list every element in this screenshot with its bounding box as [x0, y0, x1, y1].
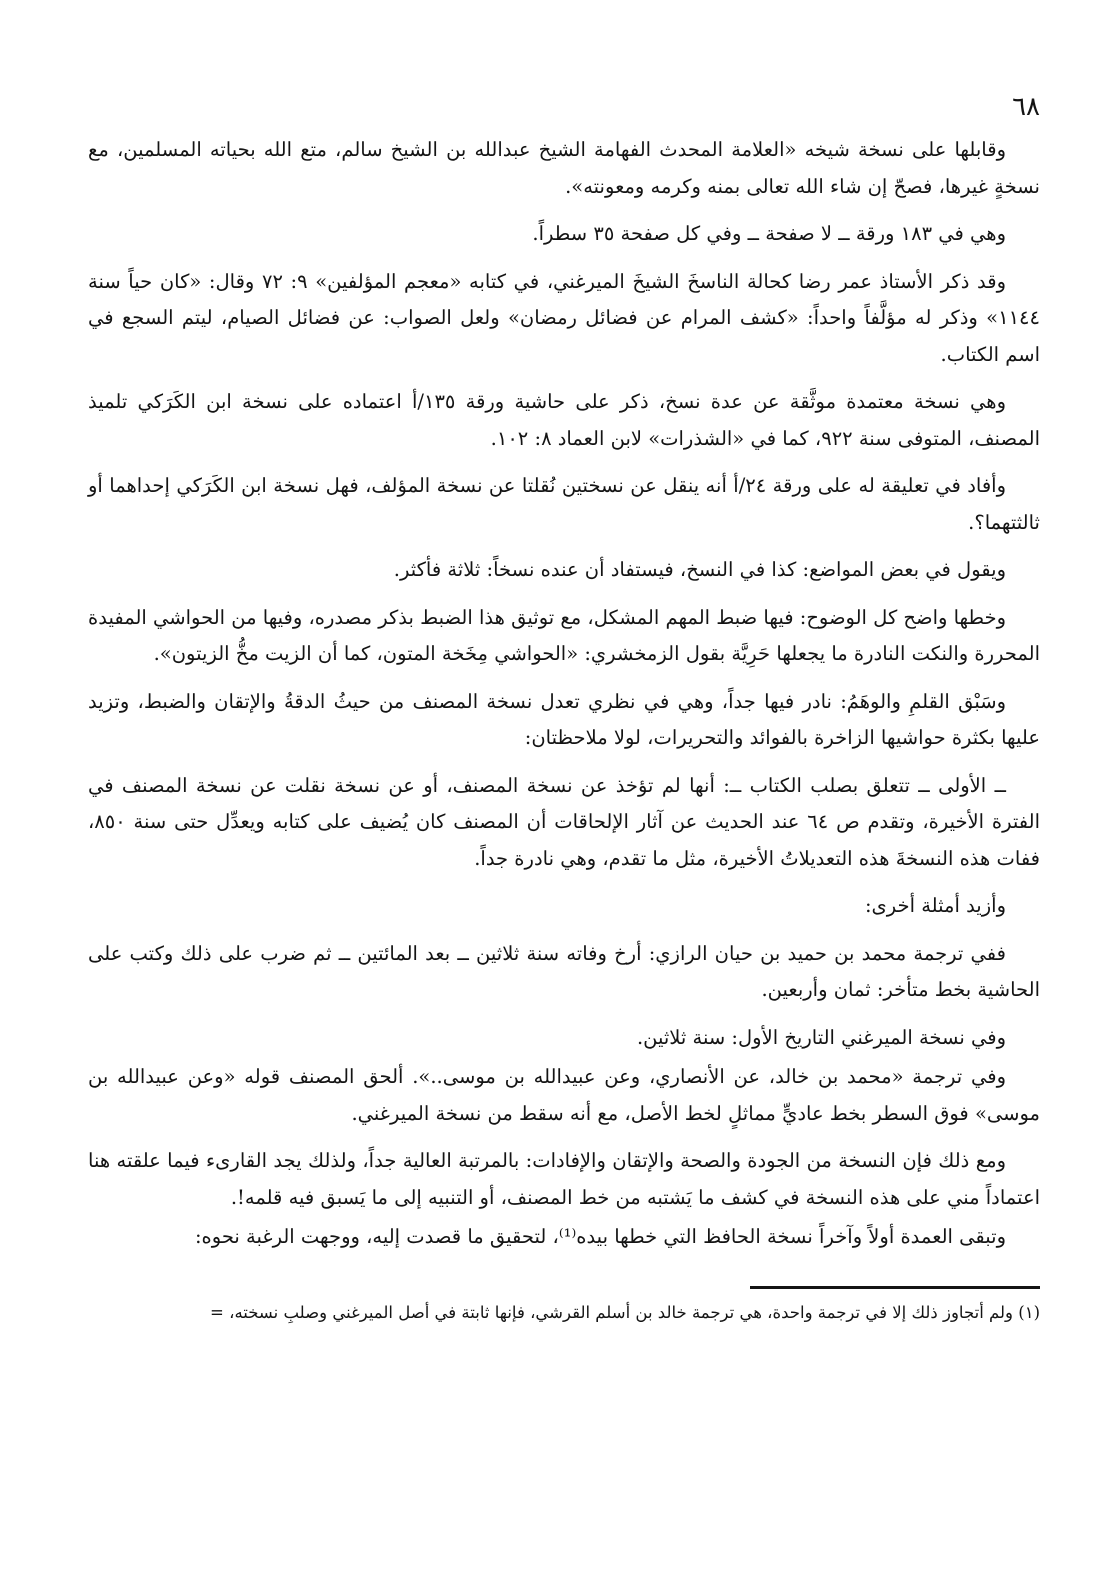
paragraph: وخطها واضح كل الوضوح: فيها ضبط المهم المشكل، مع توثيق هذا الضبط بذكر مصدره، وفيها من الحواشي المفيدة المحررة والنكت النادرة ما يجعلها حَرِيَّة بقول الزمخشري: «الحواشي مِخَخة المتون، كما أن الزيت مخُّ الزيتون». [88, 605, 1040, 665]
paragraph: وتبقى العمدة أولاً وآخراً نسخة الحافظ التي خطها بيده⁽¹⁾، لتحقيق ما قصدت إليه، ووجهت الرغبة نحوه: [194, 1225, 1006, 1248]
paragraph: وفي ترجمة «محمد بن خالد، عن الأنصاري، وعن عبيدالله بن موسى..». ألحق المصنف قوله «وعن عبيدالله بن موسى» فوق السطر بخط عاديٍّ مماثلٍ لخط الأصل، مع أنه سقط من نسخة الميرغني. [88, 1065, 1040, 1125]
page-number: ٦٨ [1012, 92, 1040, 122]
paragraph: وهي في ١٨٣ ورقة ــ لا صفحة ــ وفي كل صفحة ٣٥ سطراً. [532, 222, 1006, 245]
paragraph: وأفاد في تعليقة له على ورقة ٢٤/أ أنه ينقل عن نسختين نُقلتا عن نسخة المؤلف، فهل نسخة ابن الكَرَكي إحداهما أو ثالثتهما؟. [88, 474, 1040, 534]
paragraph: ومع ذلك فإن النسخة من الجودة والصحة والإتقان والإفادات: بالمرتبة العالية جداً، ولذلك يجد القارىء فيما علقته هنا اعتماداً مني على هذه النسخة في كشف ما يَشتبه من خط المصنف، أو التنبيه إلى ما يَسبق فيه قلمه!. [88, 1149, 1040, 1209]
body-text [88, 132, 1040, 1256]
paragraph: ــ الأولى ــ تتعلق بصلب الكتاب ــ: أنها لم تؤخذ عن نسخة المصنف، أو عن نسخة نقلت عن نسخة المصنف في الفترة الأخيرة، وتقدم ص ٦٤ عند الحديث عن آثار الإلحاقات أن المصنف كان يُضيف على كتابه ويعدِّل حتى سنة ٨٥٠، ففات هذه النسخةَ هذه التعديلاتُ الأخيرة، مثل ما تقدم، وهي نادرة جداً. [88, 773, 1041, 870]
footnote-divider [750, 1286, 1040, 1289]
paragraph: وفي نسخة الميرغني التاريخ الأول: سنة ثلاثين. [636, 1025, 1006, 1049]
paragraph: وسَبْق القلمِ والوهَمُ: نادر فيها جداً، وهي في نظري تعدل نسخة المصنف من حيثُ الدقةُ والإتقان والضبط، وتزيد عليها بكثرة حواشيها الزاخرة بالفوائد والتحريرات، لولا ملاحظتان: [88, 689, 1040, 749]
paragraph: وقد ذكر الأستاذ عمر رضا كحالة الناسخَ الشيخَ الميرغني، في كتابه «معجم المؤلفين» ٩: ٧٢ وقال: «كان حياً سنة ١١٤٤» وذكر له مؤلَّفاً واحداً: «كشف المرام عن فضائل رمضان» ولعل الصواب: عن فضائل الصيام، ليتم السجع في اسم الكتاب. [88, 269, 1040, 366]
paragraph: ويقول في بعض المواضع: كذا في النسخ، فيستفاد أن عنده نسخاً: ثلاثة فأكثر. [393, 558, 1006, 581]
paragraph: وأزيد أمثلة أخرى: [864, 894, 1006, 917]
paragraph: وقابلها على نسخة شيخه «العلامة المحدث الفهامة الشيخ عبدالله بن الشيخ سالم، متع الله بحياته المسلمين، مع نسخةٍ غيرها، فصحّ إن شاء الله تعالى بمنه وكرمه ومعونته». [88, 138, 1040, 198]
paragraph: ففي ترجمة محمد بن حميد بن حيان الرازي: أرخ وفاته سنة ثلاثين ــ بعد المائتين ــ ثم ضرب على ذلك وكتب على الحاشية بخط متأخر: ثمان وأربعين. [88, 941, 1040, 1001]
footnote: (١) ولم أتجاوز ذلك إلا في ترجمة واحدة، هي ترجمة خالد بن أسلم القرشي، فإنها ثابتة في أصل الميرغني وصلبِ نسخته، = [210, 1302, 1040, 1322]
paragraph: وهي نسخة معتمدة موثَّقة عن عدة نسخ، ذكر على حاشية ورقة ١٣٥/أ اعتماده على نسخة ابن الكَرَكي تلميذ المصنف، المتوفى سنة ٩٢٢، كما في «الشذرات» لابن العماد ٨: ١٠٢. [88, 390, 1040, 450]
